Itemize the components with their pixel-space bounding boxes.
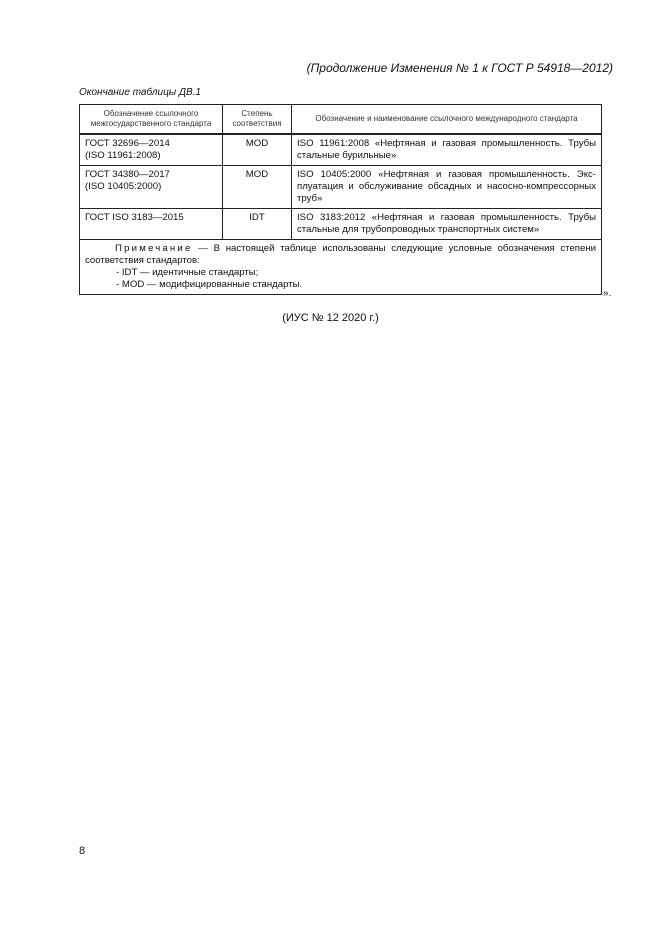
interstate-standard-cell — [80, 165, 223, 208]
note-label: Примечание — [115, 242, 193, 254]
table-row — [80, 134, 602, 165]
continuation-header: (Продолжение Изменения № 1 к ГОСТ Р 54918—2012) — [306, 61, 613, 75]
note-item-mod: - MOD — модифицированные стандарты. — [116, 278, 303, 290]
table-row — [80, 165, 602, 208]
table-caption: Окончание таблицы ДВ.1 — [79, 87, 201, 98]
interstate-standard-code: ГОСТ 34380—2017 — [85, 168, 170, 180]
table-note-row — [80, 239, 602, 294]
interstate-standard-cell — [80, 208, 223, 239]
column-header-interstate: Обозначение ссылочного межгосударственного стандарта — [80, 105, 223, 135]
interstate-standard-equivalent: (ISO 11961:2008) — [85, 149, 161, 161]
standards-table — [79, 104, 602, 295]
table-note — [80, 239, 602, 294]
note-item-idt: - IDT — идентичные стандарты; — [116, 266, 259, 278]
interstate-standard-cell — [80, 134, 223, 165]
degree-cell: MOD — [223, 134, 292, 165]
column-header-international: Обозначение и наименование ссылочного международного стандарта — [292, 105, 602, 135]
interstate-standard-code: ГОСТ 32696—2014 — [85, 138, 170, 149]
degree-cell: MOD — [223, 165, 292, 208]
interstate-standard-equivalent: (ISO 10405:2000) — [85, 180, 162, 192]
international-standard-cell: ISO 10405:2000 «Нефтяная и газовая промышленность. Эксплуатация и обслуживание обсадных и насосно-компрессорных труб» — [292, 165, 602, 208]
table-header-row — [80, 105, 602, 135]
degree-cell: IDT — [223, 208, 292, 239]
column-header-degree: Степень соответствия — [223, 105, 292, 135]
note-text: — В настоящей таблице использованы следующие условные обозначения степени соответствия стандартов: — [85, 242, 596, 266]
note-lead — [85, 243, 596, 267]
international-standard-cell: ISO 3183:2012 «Нефтяная и газовая промышленность. Трубы стальные для трубопроводных транспортных систем» — [292, 208, 602, 239]
table-row — [80, 208, 602, 239]
closing-quote: ». — [603, 288, 612, 299]
page-number: 8 — [79, 845, 86, 857]
international-standard-cell: ISO 11961:2008 «Нефтяная и газовая промышленность. Трубы стальные бурильные» — [292, 134, 602, 165]
interstate-standard-code: ГОСТ ISO 3183—2015 — [85, 211, 184, 223]
source-reference: (ИУС № 12 2020 г.) — [282, 312, 379, 324]
